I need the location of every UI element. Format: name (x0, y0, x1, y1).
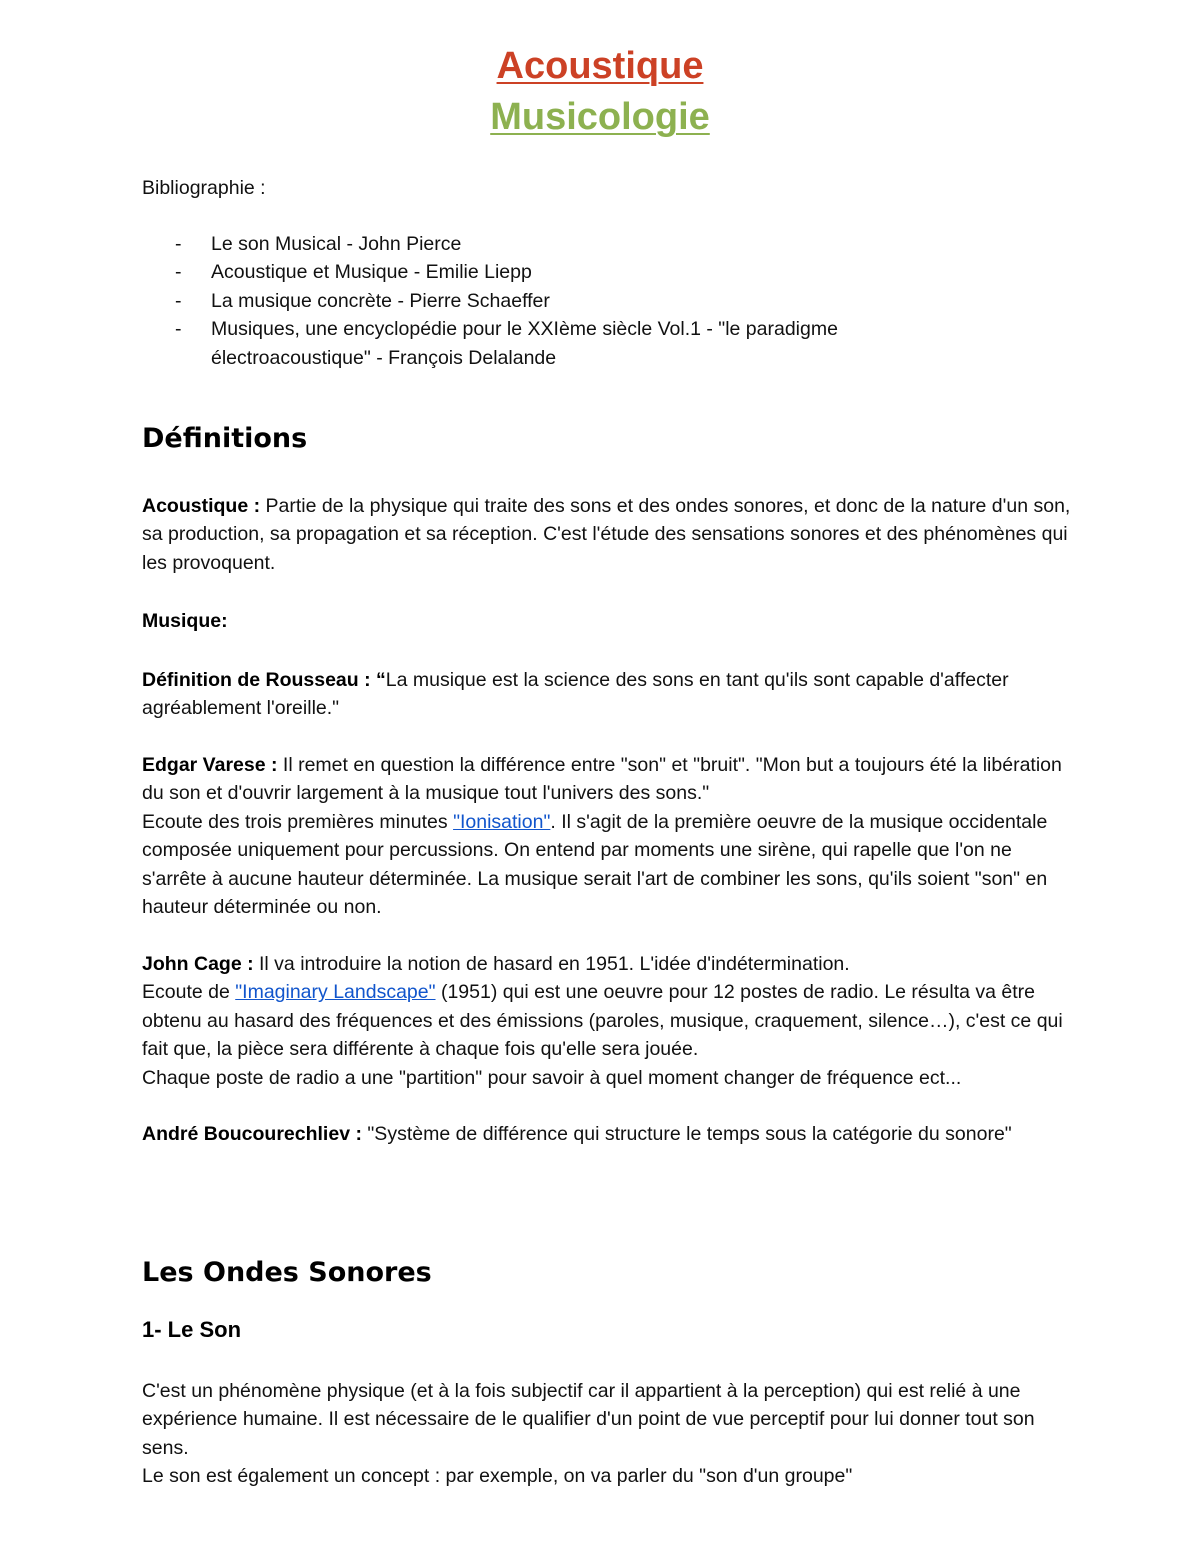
definition-varese: Edgar Varese : Il remet en question la différence entre "son" et "bruit". "Mon but a toujours été la libération du son et d'ouvrir largement à la musique tout l'univers des sons." Ecoute des trois premières minutes "Ionisation". Il s'agit de la première oeuvre de la musique occidentale composée uniquement pour percussions. On entend par moments une sirène, qui rapelle que l'on ne s'arrête à aucune hauteur déterminée. La musique serait l'art de combiner les sons, qu'ils soient "son" en hauteur déterminée ou non. (142, 754, 1062, 919)
list-bullet: - (175, 318, 182, 341)
definition-rousseau: Définition de Rousseau : “La musique est la science des sons en tant qu'ils sont capable d'affecter agréablement l'oreille." (142, 669, 1009, 720)
bibliography-item: - Le son Musical - John Pierce (142, 230, 1072, 258)
bibliography-label: Bibliographie : (142, 177, 266, 199)
document-subtitle: Musicologie (490, 96, 710, 138)
term-cage: John Cage : (142, 953, 254, 975)
definition-acoustique: Acoustique : Partie de la physique qui traite des sons et des ondes sonores, et donc de la nature d'un son, sa production, sa propagation et sa réception. C'est l'étude des sensations sonores et des phénomènes qui les provoquent. (142, 495, 1071, 574)
bibliography-item: - La musique concrète - Pierre Schaeffer (142, 287, 1072, 315)
document-title: Acoustique (496, 45, 704, 87)
section-heading-ondes: Les Ondes Sonores (142, 1257, 432, 1288)
bibliography-item: - Acoustique et Musique - Emilie Liepp (142, 258, 1072, 286)
list-bullet: - (175, 233, 182, 255)
bibliography-item: - Musiques, une encyclopédie pour le XXIème siècle Vol.1 - "le paradigme électroacoustique" - François Delalande (142, 315, 1072, 372)
term-boucourechliev: André Boucourechliev : (142, 1123, 362, 1145)
definition-boucourechliev: André Boucourechliev : "Système de différence qui structure le temps sous la catégorie du sonore" (142, 1123, 1012, 1145)
term-rousseau: Définition de Rousseau : “ (142, 669, 386, 691)
imaginary-landscape-link[interactable]: "Imaginary Landscape" (235, 981, 436, 1004)
term-varese: Edgar Varese : (142, 754, 278, 776)
subsection-heading-le-son: 1- Le Son (142, 1317, 242, 1342)
le-son-paragraph: C'est un phénomène physique (et à la fois subjectif car il appartient à la perception) qui est relié à une expérience humaine. Il est nécessaire de le qualifier d'un point de vue perceptif pour lui donner tout son sens. Le son est également un concept : par exemple, on va parler du "son d'un groupe" (142, 1380, 1035, 1488)
term-musique: Musique: (142, 610, 228, 632)
term-acoustique: Acoustique : (142, 495, 261, 517)
bibliography-section (142, 174, 1072, 202)
bibliography-list (142, 230, 1072, 372)
definition-cage: John Cage : Il va introduire la notion de hasard en 1951. L'idée d'indétermination. Ecoute de "Imaginary Landscape" (1951) qui est une oeuvre pour 12 postes de radio. Le résulta va être obtenu au hasard des fréquences et des émissions (paroles, musique, craquement, silence…), c'est ce qui fait que, la pièce sera différente à chaque fois qu'elle sera jouée. Chaque poste de radio a une "partition" pour savoir à quel moment changer de fréquence ect... (142, 953, 1063, 1089)
section-heading-definitions: Définitions (142, 423, 308, 454)
list-bullet: - (175, 289, 182, 312)
list-bullet: - (175, 261, 182, 284)
ionisation-link[interactable]: "Ionisation" (453, 810, 551, 833)
